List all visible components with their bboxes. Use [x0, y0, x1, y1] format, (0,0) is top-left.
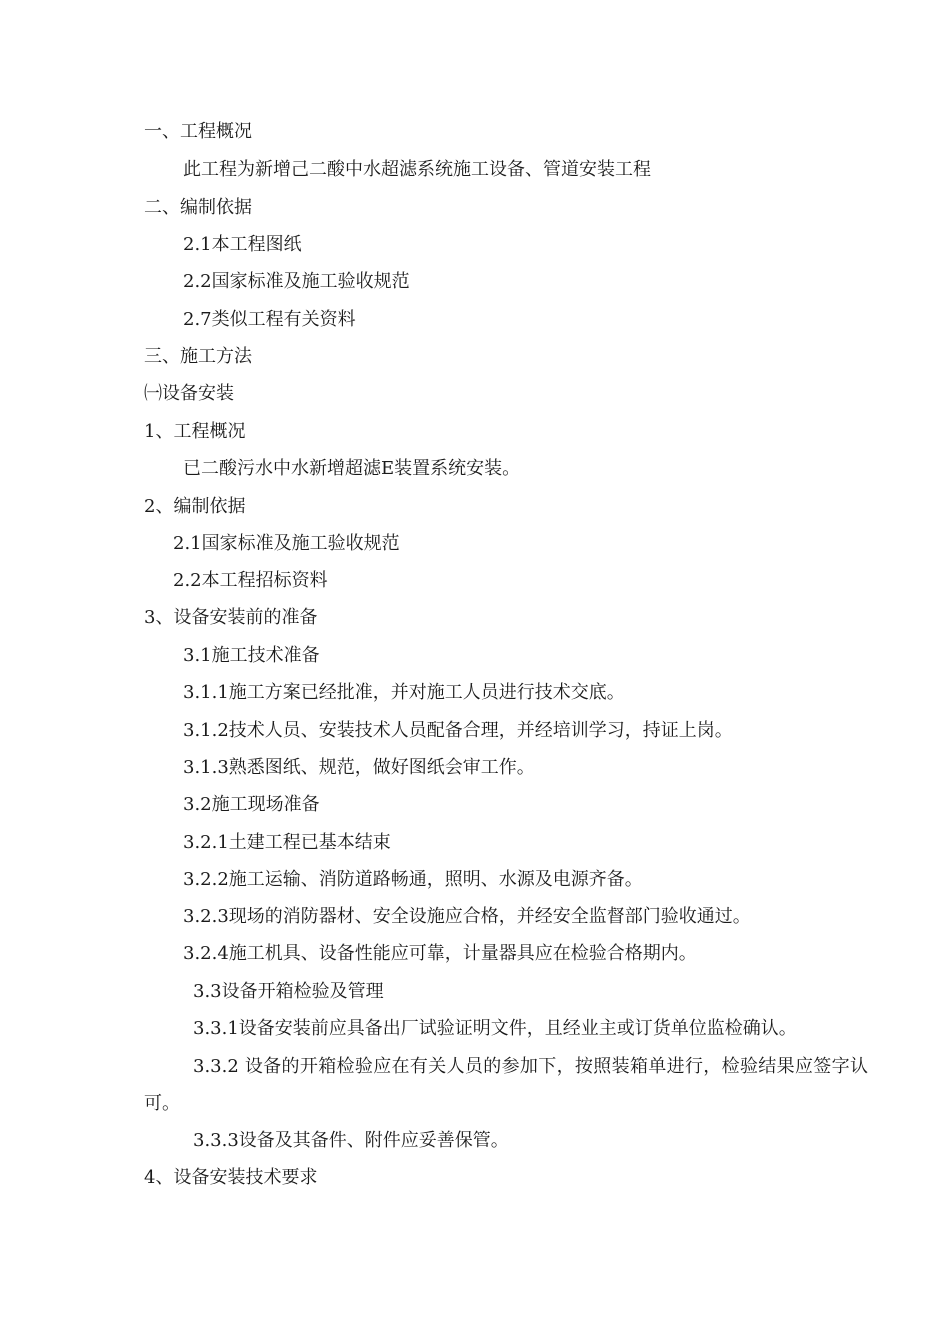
- list-item-3-2-3: 3.2.3现场的消防器材、安全设施应合格，并经安全监督部门验收通过。: [183, 906, 751, 927]
- list-item-equipment-basis-standards: 2.1国家标准及施工验收规范: [173, 533, 400, 554]
- paragraph-project-description: 此工程为新增己二酸中水超滤系统施工设备、管道安装工程: [183, 159, 651, 180]
- list-item-equipment-basis-tender: 2.2本工程招标资料: [173, 570, 328, 591]
- heading-equipment-overview: 1、工程概况: [144, 421, 246, 442]
- list-item-3-1-1: 3.1.1施工方案已经批准，并对施工人员进行技术交底。: [183, 682, 625, 703]
- subheading-site-preparation: 3.2施工现场准备: [183, 794, 320, 815]
- list-item-basis-standards: 2.2国家标准及施工验收规范: [183, 271, 410, 292]
- list-item-basis-similar-projects: 2.7类似工程有关资料: [183, 309, 356, 330]
- list-item-3-3-2: 3.3.2 设备的开箱检验应在有关人员的参加下，按照装箱单进行，检验结果应签字认可。: [144, 1056, 868, 1114]
- list-item-3-1-2: 3.1.2技术人员、安装技术人员配备合理，并经培训学习，持证上岗。: [183, 720, 733, 741]
- section-heading-project-overview: 一、工程概况: [144, 121, 252, 142]
- list-item-3-3-3: 3.3.3设备及其备件、附件应妥善保管。: [193, 1130, 509, 1151]
- section-heading-basis: 二、编制依据: [144, 197, 252, 218]
- list-item-3-2-2: 3.2.2施工运输、消防道路畅通，照明、水源及电源齐备。: [183, 869, 643, 890]
- list-item-3-1-3: 3.1.3熟悉图纸、规范，做好图纸会审工作。: [183, 757, 535, 778]
- subheading-technical-preparation: 3.1施工技术准备: [183, 645, 320, 666]
- heading-technical-requirements: 4、设备安装技术要求: [144, 1167, 318, 1188]
- subheading-unpacking-inspection: 3.3设备开箱检验及管理: [193, 981, 384, 1002]
- list-item-3-2-1: 3.2.1土建工程已基本结束: [183, 832, 391, 853]
- list-item-3-2-4: 3.2.4施工机具、设备性能应可靠，计量器具应在检验合格期内。: [183, 943, 697, 964]
- list-item-basis-drawings: 2.1本工程图纸: [183, 234, 302, 255]
- heading-preparation: 3、设备安装前的准备: [144, 607, 318, 628]
- subsection-heading-equipment-installation: ㈠设备安装: [144, 383, 234, 404]
- heading-equipment-basis: 2、编制依据: [144, 496, 246, 517]
- paragraph-equipment-overview: 已二酸污水中水新增超滤E装置系统安装。: [183, 458, 521, 479]
- section-heading-construction-method: 三、施工方法: [144, 346, 252, 367]
- list-item-3-3-1: 3.3.1设备安装前应具备出厂试验证明文件，且经业主或订货单位监检确认。: [193, 1018, 797, 1039]
